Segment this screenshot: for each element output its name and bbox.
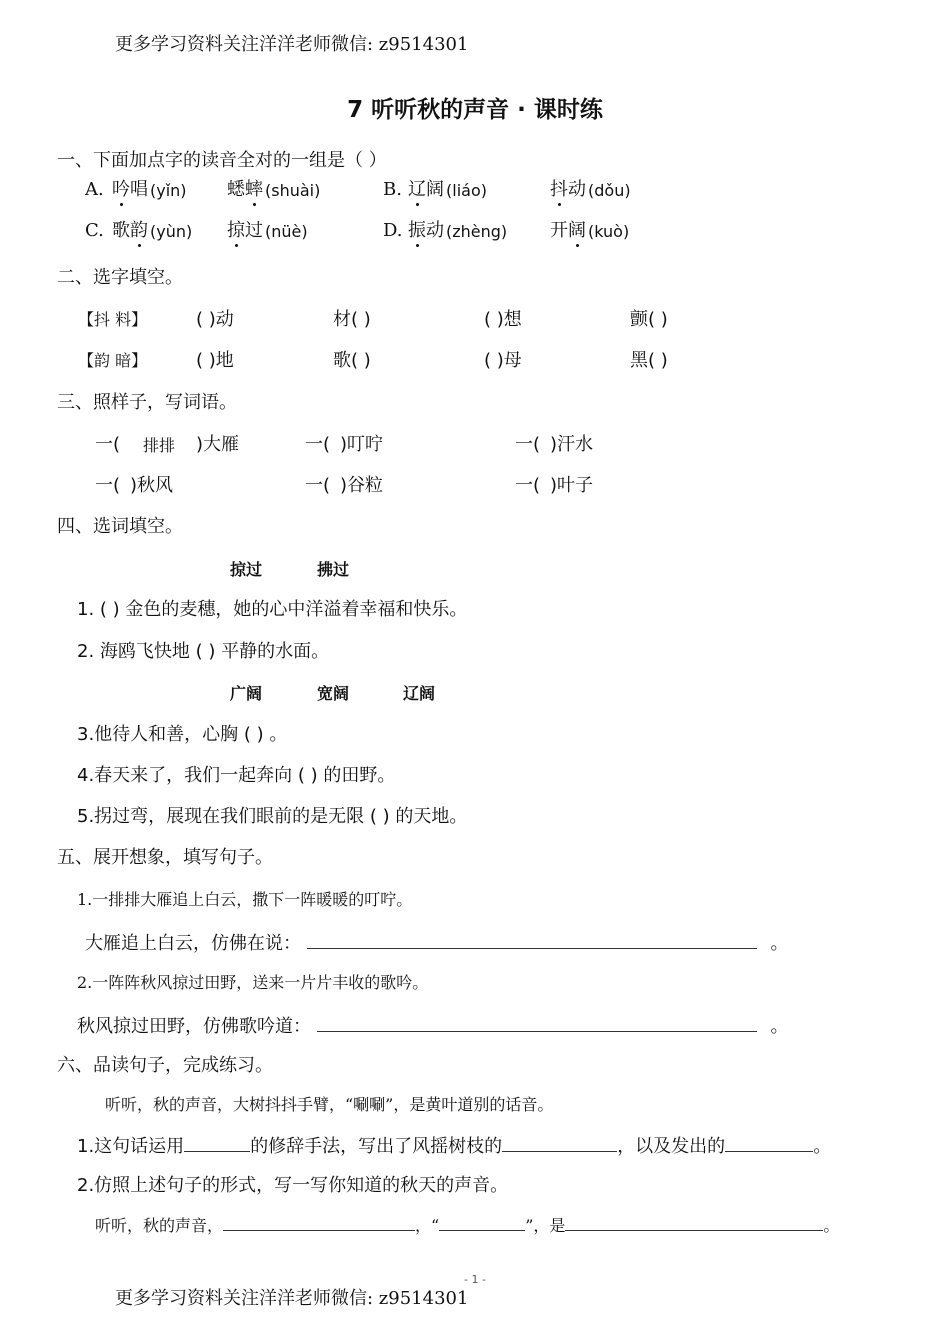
- word-option: 辽阔: [403, 684, 436, 703]
- section-6-heading: 六、品读句子，完成练习。: [57, 1055, 273, 1076]
- option-word: 掠过: [227, 220, 263, 241]
- measure-word: 一(: [305, 475, 331, 496]
- option-word: 振动: [408, 220, 444, 241]
- imitation-line: [95, 1212, 839, 1238]
- pinyin: (shuài): [265, 181, 321, 200]
- answer-blank[interactable]: [307, 930, 757, 949]
- answer-prompt: 大雁追上白云，仿佛在说：: [85, 933, 301, 954]
- example-answer: 排排: [143, 436, 176, 455]
- question-1: [77, 1133, 831, 1159]
- option-word: 歌韵: [112, 220, 148, 241]
- word-option: 拂过: [317, 560, 350, 579]
- measure-word: 一(: [515, 434, 541, 455]
- phrase-blank[interactable]: )秋风: [130, 475, 174, 496]
- fill-blank[interactable]: 颤( ): [630, 309, 668, 330]
- question-2: 2.仿照上述句子的形式，写一写你知道的秋天的声音。: [77, 1175, 509, 1196]
- pinyin: (dǒu): [588, 181, 631, 200]
- prompt-sentence: 1.一排排大雁追上白云，撒下一阵暖暖的叮咛。: [77, 890, 413, 909]
- phrase-blank[interactable]: )叶子: [550, 475, 594, 496]
- page-title: 7 听听秋的声音 · 课时练: [347, 97, 603, 123]
- answer-blank[interactable]: [565, 1212, 823, 1231]
- header-watermark: 更多学习资料关注洋洋老师微信: z9514301: [115, 34, 469, 55]
- question-item[interactable]: 4.春天来了，我们一起奔向 ( ) 的田野。: [77, 765, 396, 786]
- prompt-text: 听听，秋的声音，: [95, 1216, 224, 1235]
- option-label: A.: [85, 179, 104, 200]
- answer-line: [85, 930, 788, 956]
- prompt-sentence: 2.一阵阵秋风掠过田野，送来一片片丰收的歌吟。: [77, 973, 429, 992]
- question-item[interactable]: 3.他待人和善，心胸 ( ) 。: [77, 724, 288, 745]
- option-word: 抖动: [550, 179, 586, 200]
- answer-line: [77, 1013, 788, 1039]
- section-1-heading: 一、下面加点字的读音全对的一组是（ ）: [57, 150, 387, 171]
- char-choices: 【韵 暗】: [78, 351, 148, 370]
- answer-blank[interactable]: [502, 1133, 617, 1152]
- footer-watermark: 更多学习资料关注洋洋老师微信: z9514301: [115, 1288, 469, 1309]
- answer-blank[interactable]: [725, 1133, 813, 1152]
- fill-blank[interactable]: ( )母: [484, 350, 522, 371]
- fill-blank[interactable]: 歌( ): [333, 350, 371, 371]
- section-2-heading: 二、选字填空。: [57, 267, 183, 288]
- question-item[interactable]: 1. ( ) 金色的麦穗，她的心中洋溢着幸福和快乐。: [77, 599, 468, 620]
- pinyin: (nüè): [265, 222, 308, 241]
- fill-blank[interactable]: 黑( ): [630, 350, 668, 371]
- char-choices: 【抖 料】: [78, 310, 148, 329]
- period: 。: [813, 1136, 832, 1157]
- period: 。: [770, 933, 789, 954]
- answer-blank[interactable]: [223, 1212, 415, 1231]
- fill-blank[interactable]: 材( ): [333, 309, 371, 330]
- question-text: 1.这句话运用: [77, 1136, 185, 1157]
- page-number: - 1 -: [464, 1273, 486, 1286]
- period: 。: [823, 1216, 840, 1235]
- option-word: 吟唱: [112, 179, 148, 200]
- phrase-blank[interactable]: )叮咛: [340, 434, 384, 455]
- option-word: 蟋蟀: [227, 179, 263, 200]
- fill-blank[interactable]: ( )地: [196, 350, 234, 371]
- fill-blank[interactable]: ( )动: [196, 309, 234, 330]
- prompt-text: ，“: [415, 1216, 440, 1235]
- phrase-blank[interactable]: )汗水: [550, 434, 594, 455]
- fill-blank[interactable]: ( )想: [484, 309, 522, 330]
- option-word: 辽阔: [408, 179, 444, 200]
- measure-word: 一(: [95, 475, 121, 496]
- section-3-heading: 三、照样子，写词语。: [57, 392, 237, 413]
- option-label: D.: [383, 220, 403, 241]
- pinyin: (yǐn): [150, 181, 187, 200]
- option-label: C.: [85, 220, 104, 241]
- pinyin: (liáo): [446, 181, 487, 200]
- option-label: B.: [383, 179, 402, 200]
- answer-blank[interactable]: [317, 1013, 757, 1032]
- period: 。: [770, 1016, 789, 1037]
- section-5-heading: 五、展开想象，填写句子。: [57, 847, 273, 868]
- phrase-blank[interactable]: )谷粒: [340, 475, 384, 496]
- question-text: ，以及发出的: [617, 1136, 726, 1157]
- answer-blank[interactable]: [439, 1212, 525, 1231]
- quoted-sentence: 听听，秋的声音，大树抖抖手臂，“唰唰”，是黄叶道别的话音。: [105, 1095, 554, 1114]
- phrase[interactable]: )大雁: [196, 434, 240, 455]
- question-item[interactable]: 5.拐过弯，展现在我们眼前的是无限 ( ) 的天地。: [77, 806, 468, 827]
- pinyin: (zhèng): [446, 222, 508, 241]
- pinyin: (kuò): [588, 222, 630, 241]
- measure-word: 一(: [305, 434, 331, 455]
- answer-blank[interactable]: [184, 1133, 250, 1152]
- word-option: 宽阔: [317, 684, 350, 703]
- word-option: 广阔: [230, 684, 263, 703]
- answer-prompt: 秋风掠过田野，仿佛歌吟道：: [77, 1016, 311, 1037]
- pinyin: (yùn): [150, 222, 193, 241]
- question-item[interactable]: 2. 海鸥飞快地 ( ) 平静的水面。: [77, 641, 330, 662]
- word-option: 掠过: [230, 560, 263, 579]
- question-text: 的修辞手法，写出了风摇树枝的: [250, 1136, 503, 1157]
- measure-word: 一(: [515, 475, 541, 496]
- prompt-text: ”，是: [525, 1216, 566, 1235]
- option-word: 开阔: [550, 220, 586, 241]
- section-4-heading: 四、选词填空。: [57, 516, 183, 537]
- measure-word: 一(: [95, 434, 121, 455]
